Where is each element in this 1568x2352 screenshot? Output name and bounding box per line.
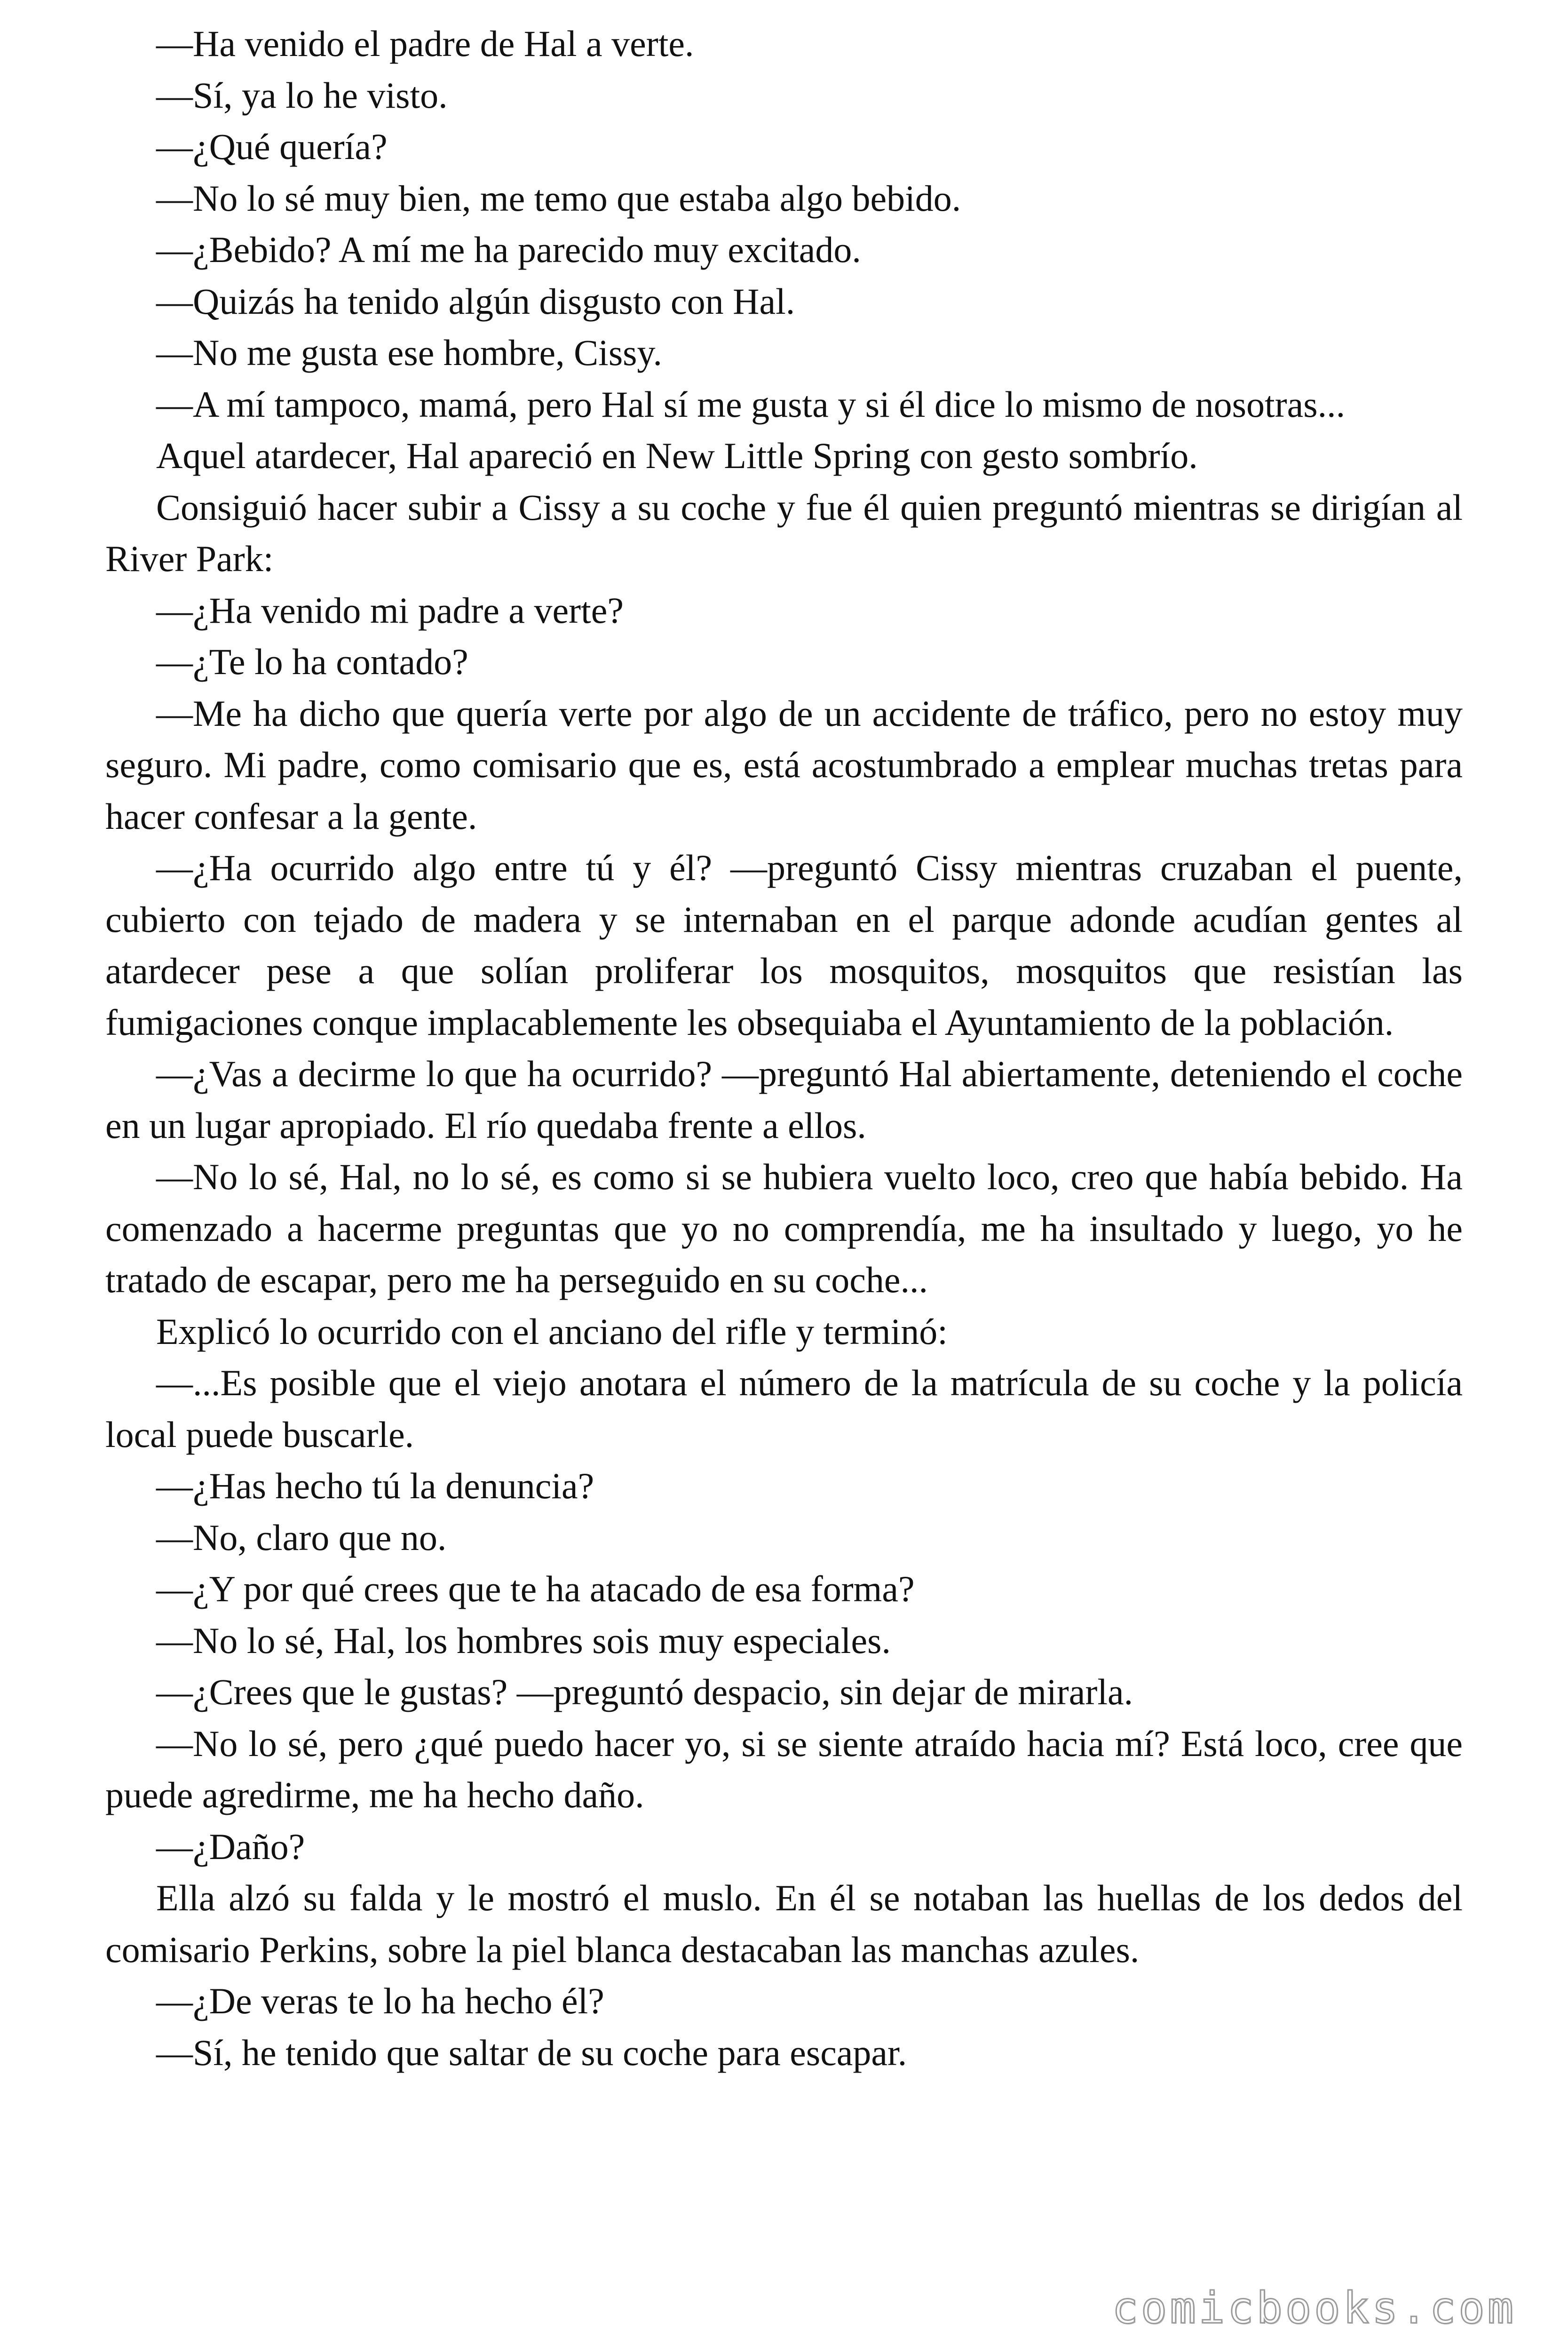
paragraph: Explicó lo ocurrido con el anciano del rifle y terminó: xyxy=(156,1311,948,1352)
paragraph: —No lo sé, Hal, no lo sé, es como si se hubiera vuelto loco, creo que había bebido. Ha comenzado a hacerme preguntas que yo no comprendía, me ha insultado y luego, yo he tratado de escapar, pero me ha perseguido en su coche... xyxy=(105,1156,1463,1300)
paragraph: Ella alzó su falda y le mostró el muslo. En él se notaban las huellas de los dedos del comisario Perkins, sobre la piel blanca destacaban las manchas azules. xyxy=(105,1877,1463,1970)
paragraph: —No lo sé muy bien, me temo que estaba algo bebido. xyxy=(156,177,961,219)
paragraph: —No lo sé, Hal, los hombres sois muy especiales. xyxy=(156,1620,891,1661)
paragraph: —¿Ha ocurrido algo entre tú y él? —preguntó Cissy mientras cruzaban el puente, cubierto con tejado de madera y se internaban en el parque adonde acudían gentes al atardecer pese a que solían proliferar los mosquitos, mosquitos que resistían las fumigaciones conque implacablemente les obsequiaba el Ayuntamiento de la población. xyxy=(105,847,1463,1043)
paragraph: —A mí tampoco, mamá, pero Hal sí me gusta y si él dice lo mismo de nosotras... xyxy=(156,383,1346,425)
document-page xyxy=(105,18,1463,2078)
paragraph: —...Es posible que el viejo anotara el número de la matrícula de su coche y la policía local puede buscarle. xyxy=(105,1362,1463,1455)
paragraph: —Sí, ya lo he visto. xyxy=(156,74,448,116)
paragraph: —¿Crees que le gustas? —preguntó despacio, sin dejar de mirarla. xyxy=(156,1671,1133,1712)
paragraph: —¿Has hecho tú la denuncia? xyxy=(156,1465,594,1506)
paragraph: —¿Ha venido mi padre a verte? xyxy=(156,589,624,631)
paragraph: —¿De veras te lo ha hecho él? xyxy=(156,1980,604,2021)
paragraph: —¿Qué quería? xyxy=(156,126,388,167)
paragraph: —¿Vas a decirme lo que ha ocurrido? —preguntó Hal abiertamente, deteniendo el coche en un lugar apropiado. El río quedaba frente a ellos. xyxy=(105,1053,1463,1146)
paragraph: —No me gusta ese hombre, Cissy. xyxy=(156,332,662,373)
paragraph: —No, claro que no. xyxy=(156,1517,447,1558)
paragraph: Aquel atardecer, Hal apareció en New Little Spring con gesto sombrío. xyxy=(156,435,1198,476)
paragraph: —Quizás ha tenido algún disgusto con Hal. xyxy=(156,280,795,322)
paragraph: —¿Te lo ha contado? xyxy=(156,641,468,682)
paragraph: —Sí, he tenido que saltar de su coche para escapar. xyxy=(156,2032,907,2073)
paragraph: —Ha venido el padre de Hal a verte. xyxy=(156,23,694,64)
watermark: comicbooks.com xyxy=(1112,2283,1516,2333)
paragraph: —No lo sé, pero ¿qué puedo hacer yo, si se siente atraído hacia mí? Está loco, cree que puede agredirme, me ha hecho daño. xyxy=(105,1723,1463,1815)
paragraph: —Me ha dicho que quería verte por algo de un accidente de tráfico, pero no estoy muy seguro. Mi padre, como comisario que es, está acostumbrado a emplear muchas tretas para hacer confesar a la gente. xyxy=(105,692,1463,837)
paragraph: —¿Bebido? A mí me ha parecido muy excitado. xyxy=(156,229,861,270)
paragraph: —¿Y por qué crees que te ha atacado de esa forma? xyxy=(156,1568,915,1609)
paragraph: —¿Daño? xyxy=(156,1826,305,1867)
paragraph: Consiguió hacer subir a Cissy a su coche y fue él quien preguntó mientras se dirigían al River Park: xyxy=(105,486,1463,579)
